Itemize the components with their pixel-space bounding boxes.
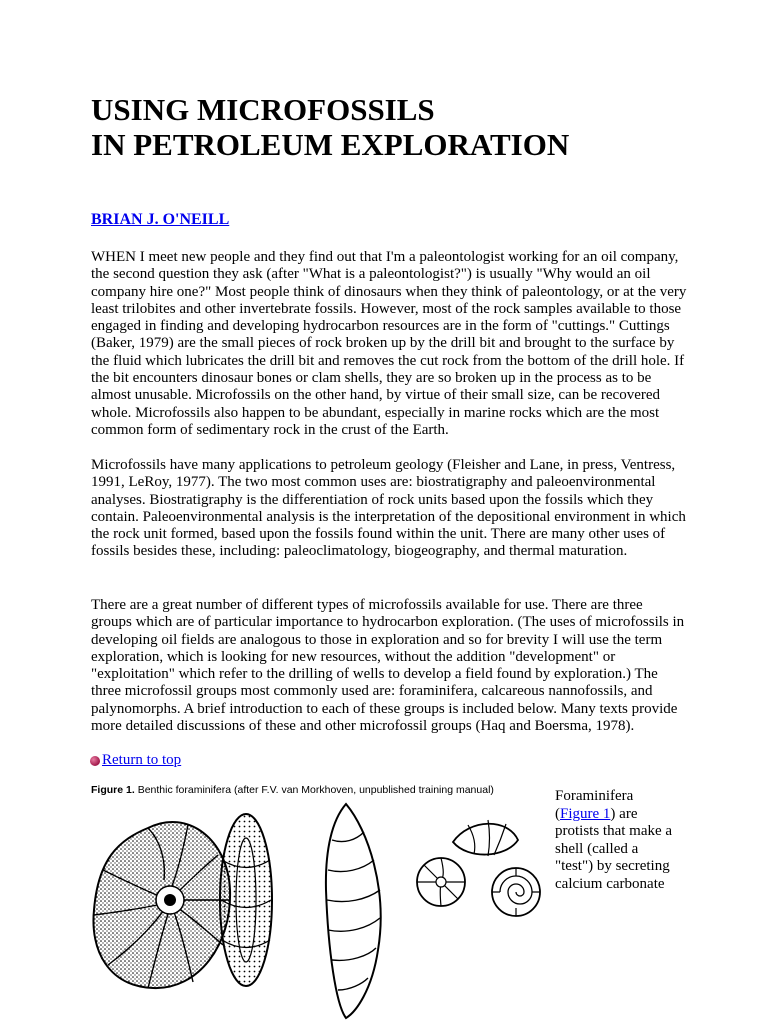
sidebar-text-start: Foraminifera ( bbox=[555, 788, 634, 822]
author-byline bbox=[91, 211, 229, 229]
figure-caption bbox=[91, 784, 494, 796]
elongate-chambered-foraminifer-drawing bbox=[326, 804, 381, 1018]
paragraph-1: WHEN I meet new people and they find out that I'm a paleontologist working for an oil company, the second question they ask (after "What is a paleontologist?") is usually "Why would an oil company hire one?" Most people think of dinosaurs when they think of paleontology, or at the very least trilobites and other invertebrate fossils. However, most of the rock samples available to those engaged in finding and developing hydrocarbon resources are in the form of "cuttings." Cuttings (Baker, 1979) are the small pieces of rock broken up by the drill bit and brought to the surface by the fluid which lubricates the drill bit and removes the cut rock from the bottom of the drill hole. If the bit encounters dinosaur bones or clam shells, they are so broken up in the process as to be almost unusable. Microfossils on the other hand, by virtue of their small size, can be recovered whole. Microfossils also happen to be abundant, especially in marine rocks which are the most common form of sedimentary rock in the crust of the Earth. bbox=[91, 249, 687, 438]
foraminifera-figure bbox=[88, 800, 548, 1024]
return-to-top[interactable] bbox=[90, 752, 181, 769]
figure-1-link[interactable]: Figure 1 bbox=[560, 805, 611, 822]
figure-caption-text: Benthic foraminifera (after F.V. van Morkhoven, unpublished training manual) bbox=[137, 784, 494, 796]
title-line-1: USING MICROFOSSILS bbox=[91, 92, 435, 127]
foraminifera-sidebar-text bbox=[555, 788, 680, 893]
planispiral-foraminifer-drawing bbox=[93, 822, 230, 988]
bullet-icon bbox=[90, 756, 100, 766]
return-to-top-link[interactable]: Return to top bbox=[102, 752, 182, 768]
paragraph-2: Microfossils have many applications to petroleum geology (Fleisher and Lane, in press, Ventress, 1991, LeRoy, 1977). The two most common uses are: biostratigraphy and paleoenvironmental analyses. Biostratigraphy is the differentiation of rock units based upon the fossils which they contain. Paleoenvironmental analysis is the interpretation of the depositional environment in which the rock unit formed, based upon the fossils found within the unit. There are many other uses of fossils besides these, including: paleoclimatology, biogeography, and thermal maturation. bbox=[91, 457, 686, 560]
sidebar-text-rest: ) are protists that make a shell (called a "test") by secreting calcium carbonate bbox=[555, 805, 673, 892]
title-line-2: IN PETROLEUM EXPLORATION bbox=[91, 127, 570, 162]
ovoid-foraminifer-drawing bbox=[220, 814, 272, 986]
author-link[interactable]: BRIAN J. O'NEILL bbox=[91, 211, 230, 228]
figure-label: Figure 1. bbox=[91, 784, 135, 796]
article-title bbox=[91, 92, 731, 162]
small-trochospiral-foraminifera-drawing bbox=[417, 820, 540, 916]
paragraph-3: There are a great number of different types of microfossils available for use. There are three groups which are of particular importance to hydrocarbon exploration. (The uses of microfossils in developing oil fields are analogous to those in exploration and so for brevity I will use the term exploration, which is looking for new resources, without the addition "development" or "exploitation" which refer to the drilling of wells to develop a field found by exploration.) The three microfossil groups most commonly used are: foraminifera, calcareous nannofossils, and palynomorphs. A brief introduction to each of these groups is included below. Many texts provide more detailed discussions of these and other microfossil groups (Haq and Boersma, 1978). bbox=[91, 597, 685, 735]
